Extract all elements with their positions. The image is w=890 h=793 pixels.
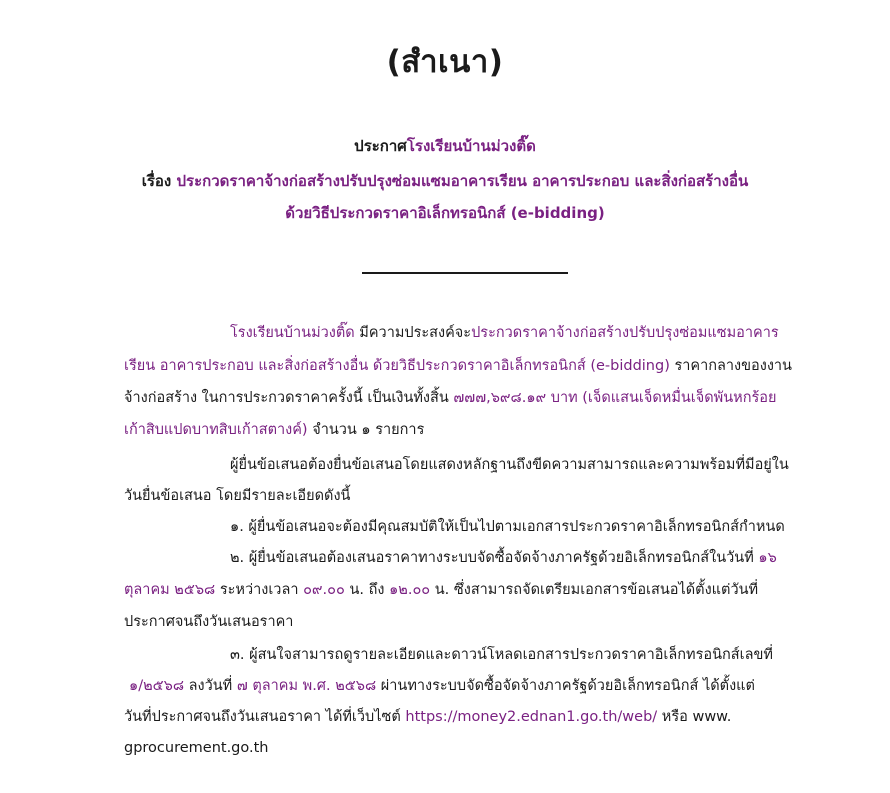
- p1-subject: ประกวดราคาจ้างก่อสร้างปรับปรุงซ่อมแซมอาคาร: [471, 325, 779, 341]
- item-3-doc-number: ๑/๒๕๖๘: [129, 678, 185, 694]
- p1-amount: ๗๗๗,๖๙๘.๑๙ บาท (เจ็ดแสนเจ็ดหมื่นเจ็ดพันหกร้อย: [453, 390, 777, 406]
- item-3-dated: ลงวันที่: [184, 678, 237, 694]
- item-3-or: หรือ www.: [657, 709, 732, 725]
- item-3-line3: [124, 707, 731, 727]
- p2-line2: วันยื่นข้อเสนอ โดยมีรายละเอียดดังนี้: [124, 488, 351, 504]
- copy-mark-title: (สำเนา): [386, 44, 504, 80]
- item-2-between: ระหว่างเวลา: [215, 582, 304, 598]
- p1-text-3: จ้างก่อสร้าง ในการประกวดราคาครั้งนี้ เป็นเงินทั้งสิ้น: [124, 390, 454, 406]
- p1-text-2: ราคากลางของงาน: [669, 358, 792, 374]
- p2-line1: ผู้ยื่นข้อเสนอต้องยื่นข้อเสนอโดยแสดงหลักฐานถึงขีดความสามารถและความพร้อมที่มีอยู่ใน: [230, 457, 789, 473]
- announcement-method: ด้วยวิธีประกวดราคาอิเล็กทรอนิกส์ (e-bidding): [285, 204, 605, 222]
- p1-line2: [124, 356, 792, 376]
- item-2-line2: [124, 580, 758, 600]
- item-2-text: ๒. ผู้ยื่นข้อเสนอต้องเสนอราคาทางระบบจัดซื้อจัดจ้างภาครัฐด้วยอิเล็กทรอนิกส์ในวันที่: [230, 550, 759, 566]
- item-2-to: น. ถึง: [344, 582, 390, 598]
- subject-text: ประกวดราคาจ้างก่อสร้างปรับปรุงซ่อมแซมอาคารเรียน อาคารประกอบ และสิ่งก่อสร้างอื่น: [176, 172, 749, 190]
- heading-school-name: โรงเรียนบ้านม่วงติ๊ด: [406, 137, 536, 155]
- item-3-line2: [129, 676, 755, 696]
- item-3-line4: gprocurement.go.th: [124, 740, 269, 756]
- announcement-subject: [0, 171, 890, 191]
- website-link[interactable]: https://money2.ednan1.go.th/web/: [405, 709, 658, 725]
- p1-school-name: โรงเรียนบ้านม่วงติ๊ด: [230, 325, 355, 341]
- item-3-website-text: วันที่ประกาศจนถึงวันเสนอราคา ได้ที่เว็บไซต์: [124, 709, 406, 725]
- item-2-month-year: ตุลาคม ๒๕๖๘: [124, 582, 216, 598]
- divider-line: [362, 272, 568, 274]
- item-2-end-time: ๑๒.๐๐: [389, 582, 431, 598]
- p1-line1: [230, 323, 779, 343]
- p1-line4: [124, 420, 424, 440]
- p1-amount-cont: เก้าสิบแปดบาทสิบเก้าสตางค์): [124, 422, 308, 438]
- heading-prefix: ประกาศ: [354, 137, 407, 155]
- item-2-line3: ประกาศจนถึงวันเสนอราคา: [124, 614, 294, 630]
- item-2-prepare: น. ซึ่งสามารถจัดเตรียมเอกสารข้อเสนอได้ตั้งแต่วันที่: [430, 582, 759, 598]
- p1-text: มีความประสงค์จะ: [354, 325, 472, 341]
- item-3-line1: ๓. ผู้สนใจสามารถดูรายละเอียดและดาวน์โหลดเอกสารประกวดราคาอิเล็กทรอนิกส์เลขที่: [230, 647, 773, 663]
- item-3-date: ๗ ตุลาคม พ.ศ. ๒๕๖๘: [236, 678, 377, 694]
- subject-prefix: เรื่อง: [141, 172, 172, 190]
- p1-subject-cont: เรียน อาคารประกอบ และสิ่งก่อสร้างอื่น ด้วยวิธีประกวดราคาอิเล็กทรอนิกส์ (e-bidding): [124, 358, 670, 374]
- p1-quantity: จำนวน ๑ รายการ: [307, 422, 425, 438]
- item-2-day: ๑๖: [758, 550, 777, 566]
- item-1: ๑. ผู้ยื่นข้อเสนอจะต้องมีคุณสมบัติให้เป็นไปตามเอกสารประกวดราคาอิเล็กทรอนิกส์กำหนด: [230, 519, 785, 535]
- item-3-via: ผ่านทางระบบจัดซื้อจัดจ้างภาครัฐด้วยอิเล็กทรอนิกส์ ได้ตั้งแต่: [376, 678, 755, 694]
- announcement-heading: [0, 136, 890, 156]
- item-2-start-time: ๐๙.๐๐: [303, 582, 345, 598]
- item-2-line1: [230, 548, 777, 568]
- p1-line3: [124, 388, 776, 408]
